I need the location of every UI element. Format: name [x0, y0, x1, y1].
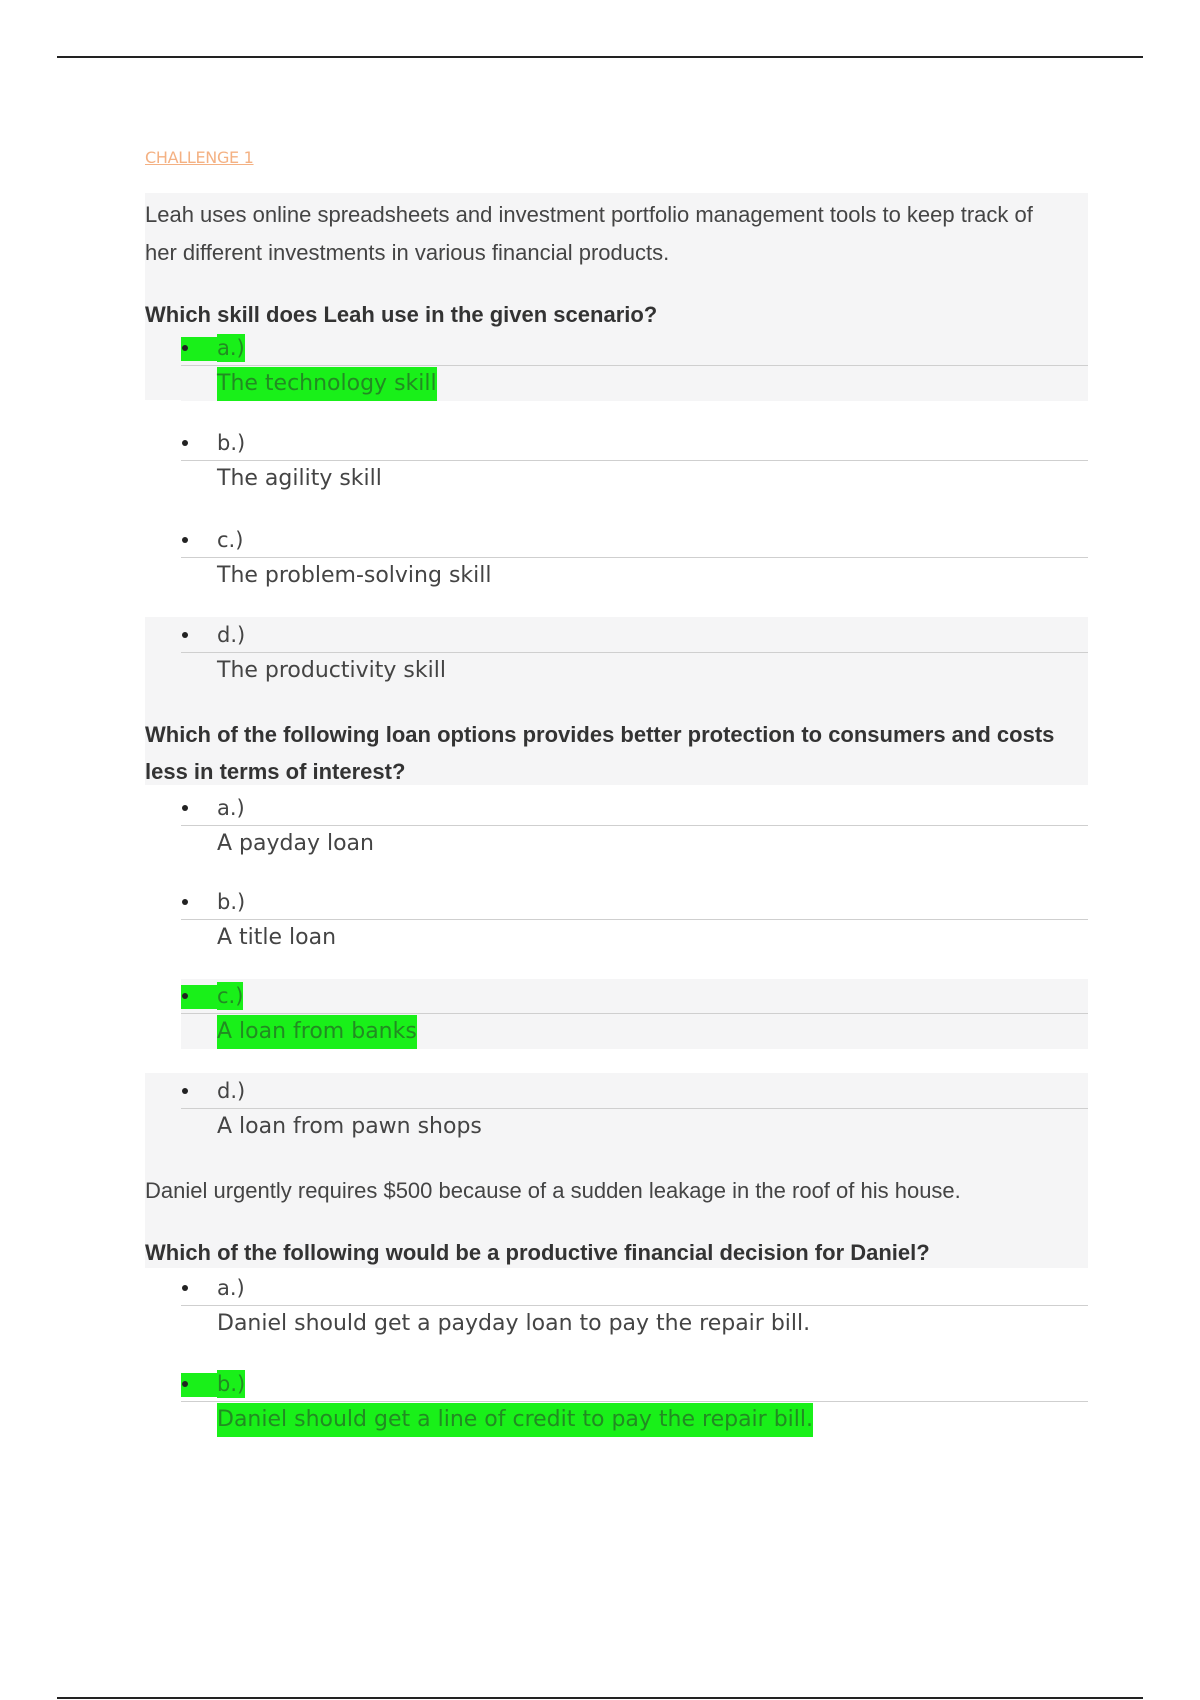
bullet-icon: [181, 624, 191, 646]
option-text: A payday loan: [217, 831, 374, 856]
option-letter: c.): [217, 984, 244, 1008]
bullet-icon: [181, 1277, 191, 1299]
bullet-icon: [181, 432, 191, 454]
top-rule: [57, 56, 1143, 58]
option-text: A title loan: [217, 925, 337, 950]
q2-option-b[interactable]: [181, 885, 1088, 955]
q3-option-a[interactable]: [181, 1271, 1088, 1341]
option-letter: d.): [217, 1079, 246, 1103]
option-letter: a.): [217, 796, 245, 820]
option-text: A loan from pawn shops: [217, 1114, 482, 1139]
bullet-icon: [181, 1080, 191, 1102]
option-letter: d.): [217, 623, 246, 647]
bullet-icon: [181, 797, 191, 819]
option-letter: a.): [217, 1276, 245, 1300]
option-letter: a.): [217, 336, 245, 360]
bullet-icon: [181, 891, 191, 913]
bullet-icon: [181, 1373, 191, 1395]
q3-option-b[interactable]: [181, 1367, 1088, 1437]
option-letter: b.): [217, 890, 246, 914]
q2-option-a[interactable]: [181, 791, 1088, 861]
option-text: The agility skill: [217, 466, 382, 491]
option-letter: b.): [217, 431, 246, 455]
option-text: A loan from banks: [217, 1015, 417, 1049]
q1-option-a[interactable]: [181, 331, 1088, 401]
option-text: Daniel should get a payday loan to pay the repair bill.: [217, 1311, 811, 1336]
q1-option-c[interactable]: [181, 523, 1088, 593]
option-letter: b.): [217, 1372, 246, 1396]
q2-question: Which of the following loan options provides better protection to consumers and costs less in terms of interest?: [145, 722, 1055, 784]
q2-option-d[interactable]: [181, 1074, 1088, 1144]
q1-option-b[interactable]: [181, 426, 1088, 496]
q2-option-c[interactable]: [181, 979, 1088, 1049]
bullet-icon: [181, 529, 191, 551]
q3-scenario: Daniel urgently requires $500 because of a sudden leakage in the roof of his house.: [145, 1178, 961, 1203]
challenge-heading: CHALLENGE 1: [145, 148, 254, 167]
option-letter: c.): [217, 528, 244, 552]
q1-scenario: Leah uses online spreadsheets and investment portfolio management tools to keep track of her different investments in various financial products.: [145, 202, 1033, 265]
q1-question: Which skill does Leah use in the given scenario?: [145, 302, 658, 327]
q1-option-d[interactable]: [181, 618, 1088, 688]
option-text: The productivity skill: [217, 658, 446, 683]
option-text: The problem-solving skill: [217, 563, 492, 588]
q3-question: Which of the following would be a productive financial decision for Daniel?: [145, 1240, 930, 1265]
option-text: The technology skill: [217, 367, 437, 401]
bullet-icon: [181, 337, 191, 359]
bottom-rule: [57, 1697, 1143, 1699]
option-text: Daniel should get a line of credit to pay the repair bill.: [217, 1403, 813, 1437]
bullet-icon: [181, 985, 191, 1007]
